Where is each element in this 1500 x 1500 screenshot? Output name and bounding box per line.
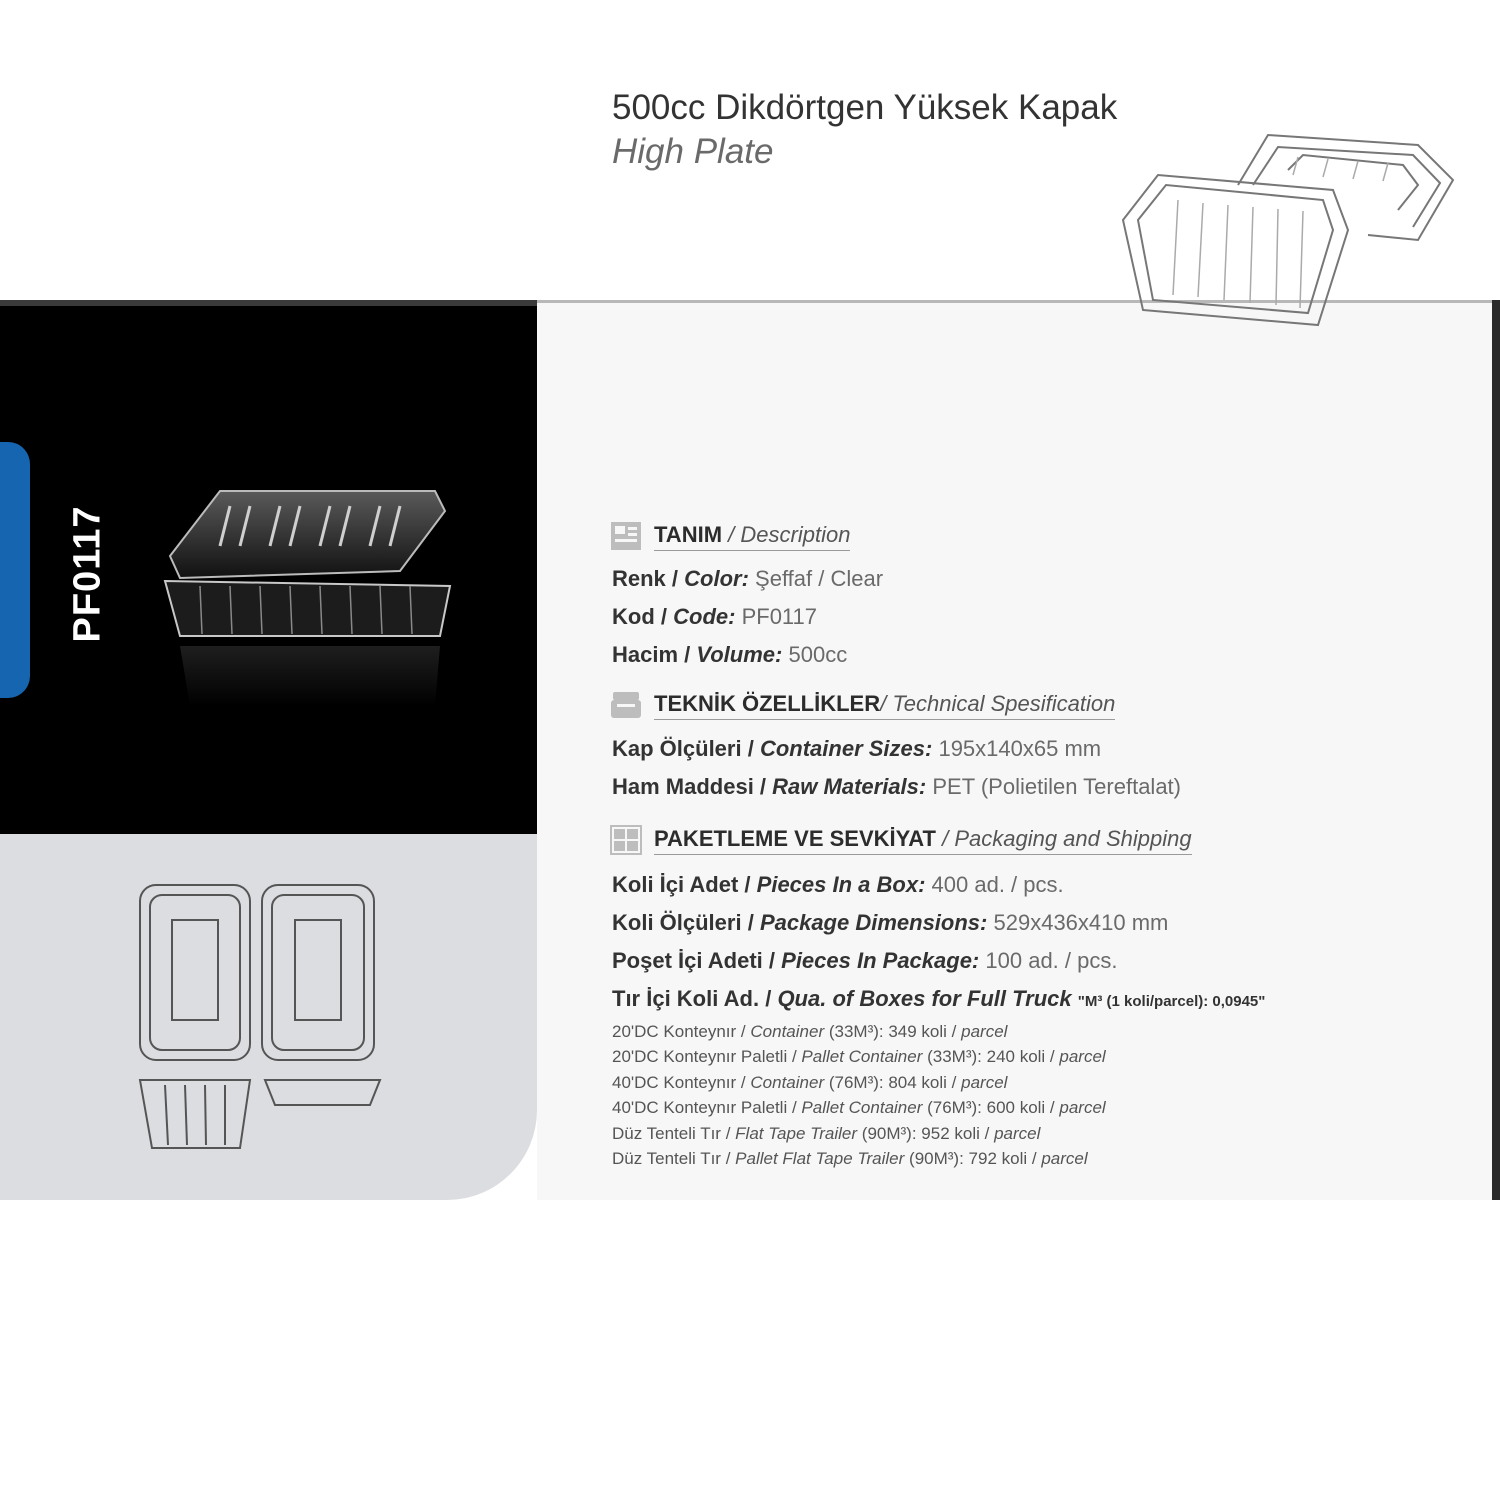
technical-heading-tr: TEKNİK ÖZELLİKLER [654,691,881,716]
shipping-row-tr: 40'DC Konteynır Paletli / [612,1098,797,1117]
shipping-row-unit: parcel [1041,1149,1088,1168]
material-label-tr: Ham Maddesi / [612,774,767,799]
pieces-box-row [612,872,1064,898]
description-heading-tr: TANIM [654,522,723,547]
code-value: PF0117 [741,604,817,629]
shipping-row [612,1124,1040,1144]
box-label-tr: Koli İçi Adet / [612,872,751,897]
color-row [612,566,883,592]
truck-label-en: Qua. of Boxes for Full Truck [777,986,1072,1011]
description-heading-en: / Description [728,522,851,547]
packaging-heading [654,826,1192,855]
technical-drawing [130,880,390,1160]
truck-note: "M³ (1 koli/parcel): 0,0945" [1077,993,1266,1010]
shipping-row-en: Container [750,1022,825,1041]
size-value: 195x140x65 mm [938,736,1102,761]
material-value: PET (Polietilen Tereftalat) [932,774,1181,799]
size-label-en: Container Sizes: [759,736,933,761]
product-code-label: PF0117 [66,505,109,643]
dims-label-en: Package Dimensions: [759,910,988,935]
blue-tab [0,442,30,698]
product-photo [150,486,470,746]
volume-row [612,642,847,668]
shipping-row-tr: Düz Tenteli Tır / [612,1149,731,1168]
shipping-row-rest: (76M³): 600 koli / [927,1098,1055,1117]
shipping-row [612,1022,1007,1042]
description-icon [610,521,642,551]
code-label-en: Code: [673,604,736,629]
volume-value: 500cc [788,642,848,667]
shipping-row-rest: (33M³): 349 koli / [828,1022,957,1041]
shipping-row-en: Pallet Container [801,1047,923,1066]
code-label-tr: Kod / [612,604,667,629]
bag-value: 100 ad. / pcs. [985,948,1118,973]
dark-photo-panel [0,306,537,834]
shipping-row-en: Pallet Container [801,1098,923,1117]
product-title: 500cc Dikdörtgen Yüksek Kapak [612,88,1118,127]
truck-row [612,986,1265,1012]
pieces-package-row [612,948,1117,974]
volume-label-en: Volume: [696,642,783,667]
technical-heading [654,691,1115,720]
color-label-en: Color: [684,566,749,591]
truck-label-tr: Tır İçi Koli Ad. / [612,986,772,1011]
right-border [1492,300,1500,1200]
shipping-row-unit: parcel [1059,1098,1106,1117]
packaging-icon [610,825,642,855]
container-size-row [612,736,1101,762]
shipping-row-unit: parcel [994,1124,1041,1143]
raw-material-row [612,774,1181,800]
shipping-row [612,1149,1088,1169]
light-drawing-panel [0,834,537,1200]
packaging-heading-en: / Packaging and Shipping [942,826,1192,851]
shipping-row-unit: parcel [961,1073,1008,1092]
product-subtitle: High Plate [612,132,774,171]
bag-label-tr: Poşet İçi Adeti / [612,948,776,973]
shipping-row-en: Pallet Flat Tape Trailer [735,1149,905,1168]
shipping-row-en: Flat Tape Trailer [735,1124,858,1143]
material-label-en: Raw Materials: [772,774,927,799]
shipping-row-rest: (90M³): 952 koli / [861,1124,990,1143]
shipping-row-tr: 20'DC Konteynır / [612,1022,746,1041]
shipping-row-rest: (33M³): 240 koli / [927,1047,1055,1066]
product-line-drawing [1118,125,1458,360]
package-dims-row [612,910,1168,936]
box-label-en: Pieces In a Box: [756,872,926,897]
dims-label-tr: Koli Ölçüleri / [612,910,754,935]
volume-label-tr: Hacim / [612,642,691,667]
bag-label-en: Pieces In Package: [781,948,980,973]
color-label-tr: Renk / [612,566,679,591]
shipping-row [612,1073,1007,1093]
technical-heading-en: / Technical Spesification [880,691,1116,716]
shipping-row-en: Container [750,1073,825,1092]
packaging-heading-tr: PAKETLEME VE SEVKİYAT [654,826,936,851]
code-row [612,604,817,630]
vertical-product-code [38,504,138,644]
description-heading [654,522,850,551]
box-value: 400 ad. / pcs. [931,872,1064,897]
shipping-row-tr: 40'DC Konteynır / [612,1073,746,1092]
shipping-row-tr: Düz Tenteli Tır / [612,1124,731,1143]
shipping-row-tr: 20'DC Konteynır Paletli / [612,1047,797,1066]
shipping-row-unit: parcel [1059,1047,1106,1066]
shipping-row-rest: (90M³): 792 koli / [909,1149,1037,1168]
shipping-row [612,1047,1106,1067]
shipping-row-unit: parcel [961,1022,1008,1041]
size-label-tr: Kap Ölçüleri / [612,736,754,761]
shipping-row-rest: (76M³): 804 koli / [828,1073,957,1092]
dims-value: 529x436x410 mm [993,910,1169,935]
color-value: Şeffaf / Clear [755,566,884,591]
shipping-row [612,1098,1106,1118]
technical-icon [610,690,642,720]
